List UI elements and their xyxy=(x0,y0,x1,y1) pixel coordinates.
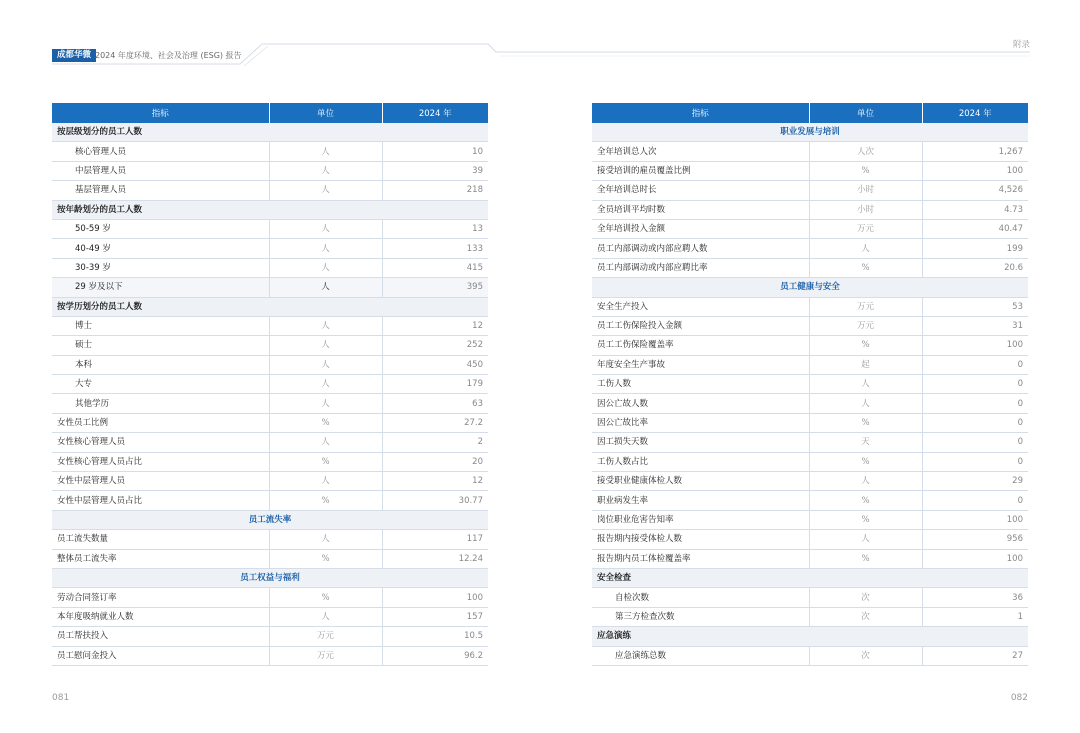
section-header-row xyxy=(52,568,488,587)
table-row xyxy=(592,413,1028,432)
table-row xyxy=(52,239,488,258)
unit-cell: 小时 xyxy=(809,200,922,219)
table-row xyxy=(592,219,1028,238)
indicator-cell: 博士 xyxy=(52,316,269,335)
value-cell: 218 xyxy=(382,181,488,200)
unit-cell: 次 xyxy=(809,646,922,665)
report-title: 2024 年度环境、社会及治理 (ESG) 报告 xyxy=(95,51,242,60)
group-label: 应急演练 xyxy=(592,627,1028,646)
table-row xyxy=(52,258,488,277)
value-cell: 117 xyxy=(382,530,488,549)
unit-cell: 人 xyxy=(809,394,922,413)
value-cell: 20 xyxy=(382,452,488,471)
left-data-table xyxy=(52,103,488,666)
value-cell: 53 xyxy=(922,297,1028,316)
unit-cell: 万元 xyxy=(269,646,382,665)
unit-cell: 人 xyxy=(269,239,382,258)
value-cell: 29 xyxy=(922,472,1028,491)
value-cell: 2 xyxy=(382,433,488,452)
indicator-cell: 大专 xyxy=(52,375,269,394)
value-cell: 956 xyxy=(922,530,1028,549)
unit-cell: 人 xyxy=(269,530,382,549)
unit-cell: % xyxy=(809,452,922,471)
indicator-cell: 40-49 岁 xyxy=(52,239,269,258)
table-row xyxy=(592,142,1028,161)
value-cell: 4.73 xyxy=(922,200,1028,219)
unit-cell: 人 xyxy=(269,181,382,200)
table-row xyxy=(52,646,488,665)
value-cell: 13 xyxy=(382,219,488,238)
table-row xyxy=(592,530,1028,549)
value-cell: 63 xyxy=(382,394,488,413)
value-cell: 10.5 xyxy=(382,627,488,646)
left-table-body xyxy=(52,123,488,665)
table-row xyxy=(592,452,1028,471)
indicator-cell: 职业病发生率 xyxy=(592,491,809,510)
table-row xyxy=(52,355,488,374)
table-row xyxy=(592,355,1028,374)
table-row xyxy=(592,258,1028,277)
table-row xyxy=(592,472,1028,491)
unit-cell: 人 xyxy=(809,375,922,394)
indicator-cell: 本年度吸纳就业人数 xyxy=(52,607,269,626)
value-cell: 12.24 xyxy=(382,549,488,568)
value-cell: 27 xyxy=(922,646,1028,665)
indicator-cell: 工伤人数 xyxy=(592,375,809,394)
unit-cell: 次 xyxy=(809,588,922,607)
table-row xyxy=(592,588,1028,607)
value-cell: 0 xyxy=(922,433,1028,452)
table-row xyxy=(592,549,1028,568)
section-header-row xyxy=(592,278,1028,297)
value-cell: 100 xyxy=(922,336,1028,355)
table-row xyxy=(52,588,488,607)
unit-cell: 人 xyxy=(269,258,382,277)
group-header-row xyxy=(52,297,488,316)
unit-cell: 人 xyxy=(809,530,922,549)
value-cell: 36 xyxy=(922,588,1028,607)
unit-cell: % xyxy=(809,258,922,277)
header-year: 2024 年 xyxy=(382,103,488,123)
value-cell: 12 xyxy=(382,316,488,335)
table-row xyxy=(592,336,1028,355)
brand-tag: 成都华微 xyxy=(52,49,96,62)
unit-cell: 人 xyxy=(269,472,382,491)
indicator-cell: 报告期内员工体检覆盖率 xyxy=(592,549,809,568)
table-row xyxy=(52,161,488,180)
unit-cell: 天 xyxy=(809,433,922,452)
page-number-right: 082 xyxy=(1010,693,1028,703)
unit-cell: % xyxy=(269,588,382,607)
value-cell: 10 xyxy=(382,142,488,161)
value-cell: 100 xyxy=(922,161,1028,180)
indicator-cell: 工伤人数占比 xyxy=(592,452,809,471)
section-header-row xyxy=(52,510,488,529)
indicator-cell: 因公亡故人数 xyxy=(592,394,809,413)
indicator-cell: 接受培训的雇员覆盖比例 xyxy=(592,161,809,180)
header-decoration xyxy=(0,0,1080,80)
unit-cell: 人 xyxy=(269,278,382,297)
unit-cell: 人 xyxy=(269,355,382,374)
indicator-cell: 女性核心管理人员 xyxy=(52,433,269,452)
table-row xyxy=(52,413,488,432)
header-indicator: 指标 xyxy=(592,103,809,123)
indicator-cell: 其他学历 xyxy=(52,394,269,413)
indicator-cell: 员工流失数量 xyxy=(52,530,269,549)
indicator-cell: 员工帮扶投入 xyxy=(52,627,269,646)
section-label: 职业发展与培训 xyxy=(592,123,1028,142)
indicator-cell: 30-39 岁 xyxy=(52,258,269,277)
table-row xyxy=(52,278,488,297)
indicator-cell: 年度安全生产事故 xyxy=(592,355,809,374)
indicator-cell: 员工工伤保险投入金额 xyxy=(592,316,809,335)
indicator-cell: 50-59 岁 xyxy=(52,219,269,238)
indicator-cell: 核心管理人员 xyxy=(52,142,269,161)
value-cell: 27.2 xyxy=(382,413,488,432)
table-row xyxy=(52,394,488,413)
table-row xyxy=(592,607,1028,626)
unit-cell: 万元 xyxy=(269,627,382,646)
indicator-cell: 报告期内接受体检人数 xyxy=(592,530,809,549)
indicator-cell: 全员培训平均时数 xyxy=(592,200,809,219)
unit-cell: 人 xyxy=(269,394,382,413)
table-row xyxy=(52,181,488,200)
value-cell: 0 xyxy=(922,491,1028,510)
group-header-row xyxy=(52,123,488,142)
indicator-cell: 员工工伤保险覆盖率 xyxy=(592,336,809,355)
group-label: 安全检查 xyxy=(592,568,1028,587)
table-row xyxy=(52,433,488,452)
indicator-cell: 第三方检查次数 xyxy=(592,607,809,626)
value-cell: 0 xyxy=(922,375,1028,394)
value-cell: 12 xyxy=(382,472,488,491)
table-row xyxy=(52,627,488,646)
table-row xyxy=(592,297,1028,316)
appendix-label: 附录 xyxy=(1012,40,1030,50)
indicator-cell: 全年培训总时长 xyxy=(592,181,809,200)
value-cell: 100 xyxy=(382,588,488,607)
value-cell: 450 xyxy=(382,355,488,374)
value-cell: 0 xyxy=(922,394,1028,413)
unit-cell: 人 xyxy=(809,472,922,491)
unit-cell: 人次 xyxy=(809,142,922,161)
value-cell: 100 xyxy=(922,510,1028,529)
unit-cell: % xyxy=(269,413,382,432)
table-header-row xyxy=(592,103,1028,123)
unit-cell: 次 xyxy=(809,607,922,626)
indicator-cell: 员工内部调动或内部应聘人数 xyxy=(592,239,809,258)
unit-cell: 人 xyxy=(269,607,382,626)
indicator-cell: 应急演练总数 xyxy=(592,646,809,665)
group-header-row xyxy=(592,627,1028,646)
unit-cell: % xyxy=(269,452,382,471)
table-row xyxy=(592,316,1028,335)
indicator-cell: 女性员工比例 xyxy=(52,413,269,432)
indicator-cell: 自检次数 xyxy=(592,588,809,607)
value-cell: 4,526 xyxy=(922,181,1028,200)
indicator-cell: 硕士 xyxy=(52,336,269,355)
table-row xyxy=(592,161,1028,180)
table-row xyxy=(52,607,488,626)
value-cell: 179 xyxy=(382,375,488,394)
group-header-row xyxy=(592,568,1028,587)
value-cell: 96.2 xyxy=(382,646,488,665)
table-header-row xyxy=(52,103,488,123)
unit-cell: % xyxy=(269,549,382,568)
indicator-cell: 整体员工流失率 xyxy=(52,549,269,568)
unit-cell: % xyxy=(809,510,922,529)
unit-cell: 万元 xyxy=(809,297,922,316)
unit-cell: % xyxy=(269,491,382,510)
right-data-table xyxy=(592,103,1028,666)
unit-cell: % xyxy=(809,161,922,180)
value-cell: 30.77 xyxy=(382,491,488,510)
unit-cell: 万元 xyxy=(809,316,922,335)
unit-cell: % xyxy=(809,549,922,568)
table-row xyxy=(592,181,1028,200)
group-label: 按年龄划分的员工人数 xyxy=(52,200,488,219)
table-row xyxy=(52,375,488,394)
value-cell: 395 xyxy=(382,278,488,297)
value-cell: 157 xyxy=(382,607,488,626)
header-unit: 单位 xyxy=(809,103,922,123)
header-indicator: 指标 xyxy=(52,103,269,123)
table-row xyxy=(52,452,488,471)
section-label: 员工权益与福利 xyxy=(52,568,488,587)
table-row xyxy=(592,394,1028,413)
table-row xyxy=(52,491,488,510)
indicator-cell: 劳动合同签订率 xyxy=(52,588,269,607)
indicator-cell: 岗位职业危害告知率 xyxy=(592,510,809,529)
value-cell: 0 xyxy=(922,452,1028,471)
indicator-cell: 因工损失天数 xyxy=(592,433,809,452)
unit-cell: 人 xyxy=(809,239,922,258)
unit-cell: % xyxy=(809,336,922,355)
table-row xyxy=(52,549,488,568)
indicator-cell: 女性中层管理人员占比 xyxy=(52,491,269,510)
group-label: 按学历划分的员工人数 xyxy=(52,297,488,316)
table-row xyxy=(52,530,488,549)
indicator-cell: 女性核心管理人员占比 xyxy=(52,452,269,471)
header-year: 2024 年 xyxy=(922,103,1028,123)
indicator-cell: 基层管理人员 xyxy=(52,181,269,200)
table-row xyxy=(592,491,1028,510)
unit-cell: 起 xyxy=(809,355,922,374)
table-row xyxy=(592,200,1028,219)
value-cell: 31 xyxy=(922,316,1028,335)
page-number-left: 081 xyxy=(52,693,70,703)
value-cell: 415 xyxy=(382,258,488,277)
unit-cell: 人 xyxy=(269,433,382,452)
indicator-cell: 女性中层管理人员 xyxy=(52,472,269,491)
value-cell: 39 xyxy=(382,161,488,180)
indicator-cell: 中层管理人员 xyxy=(52,161,269,180)
table-row xyxy=(52,336,488,355)
table-row xyxy=(592,375,1028,394)
indicator-cell: 29 岁及以下 xyxy=(52,278,269,297)
table-row xyxy=(592,433,1028,452)
indicator-cell: 因公亡故比率 xyxy=(592,413,809,432)
section-label: 员工健康与安全 xyxy=(592,278,1028,297)
value-cell: 20.6 xyxy=(922,258,1028,277)
unit-cell: 人 xyxy=(269,375,382,394)
value-cell: 40.47 xyxy=(922,219,1028,238)
unit-cell: 人 xyxy=(269,142,382,161)
unit-cell: 小时 xyxy=(809,181,922,200)
indicator-cell: 全年培训总人次 xyxy=(592,142,809,161)
unit-cell: 人 xyxy=(269,161,382,180)
indicator-cell: 员工内部调动或内部应聘比率 xyxy=(592,258,809,277)
unit-cell: 万元 xyxy=(809,219,922,238)
unit-cell: 人 xyxy=(269,219,382,238)
table-row xyxy=(52,219,488,238)
section-label: 员工流失率 xyxy=(52,510,488,529)
unit-cell: % xyxy=(809,491,922,510)
value-cell: 133 xyxy=(382,239,488,258)
unit-cell: 人 xyxy=(269,316,382,335)
group-label: 按层级划分的员工人数 xyxy=(52,123,488,142)
table-row xyxy=(52,142,488,161)
indicator-cell: 接受职业健康体检人数 xyxy=(592,472,809,491)
value-cell: 1,267 xyxy=(922,142,1028,161)
indicator-cell: 全年培训投入金额 xyxy=(592,219,809,238)
unit-cell: 人 xyxy=(269,336,382,355)
table-row xyxy=(592,239,1028,258)
value-cell: 0 xyxy=(922,355,1028,374)
value-cell: 100 xyxy=(922,549,1028,568)
group-header-row xyxy=(52,200,488,219)
right-table-body xyxy=(592,123,1028,665)
indicator-cell: 员工慰问金投入 xyxy=(52,646,269,665)
value-cell: 0 xyxy=(922,413,1028,432)
table-row xyxy=(52,316,488,335)
section-header-row xyxy=(592,123,1028,142)
value-cell: 199 xyxy=(922,239,1028,258)
table-row xyxy=(592,646,1028,665)
header-unit: 单位 xyxy=(269,103,382,123)
table-row xyxy=(592,510,1028,529)
indicator-cell: 安全生产投入 xyxy=(592,297,809,316)
indicator-cell: 本科 xyxy=(52,355,269,374)
unit-cell: % xyxy=(809,413,922,432)
value-cell: 252 xyxy=(382,336,488,355)
value-cell: 1 xyxy=(922,607,1028,626)
table-row xyxy=(52,472,488,491)
